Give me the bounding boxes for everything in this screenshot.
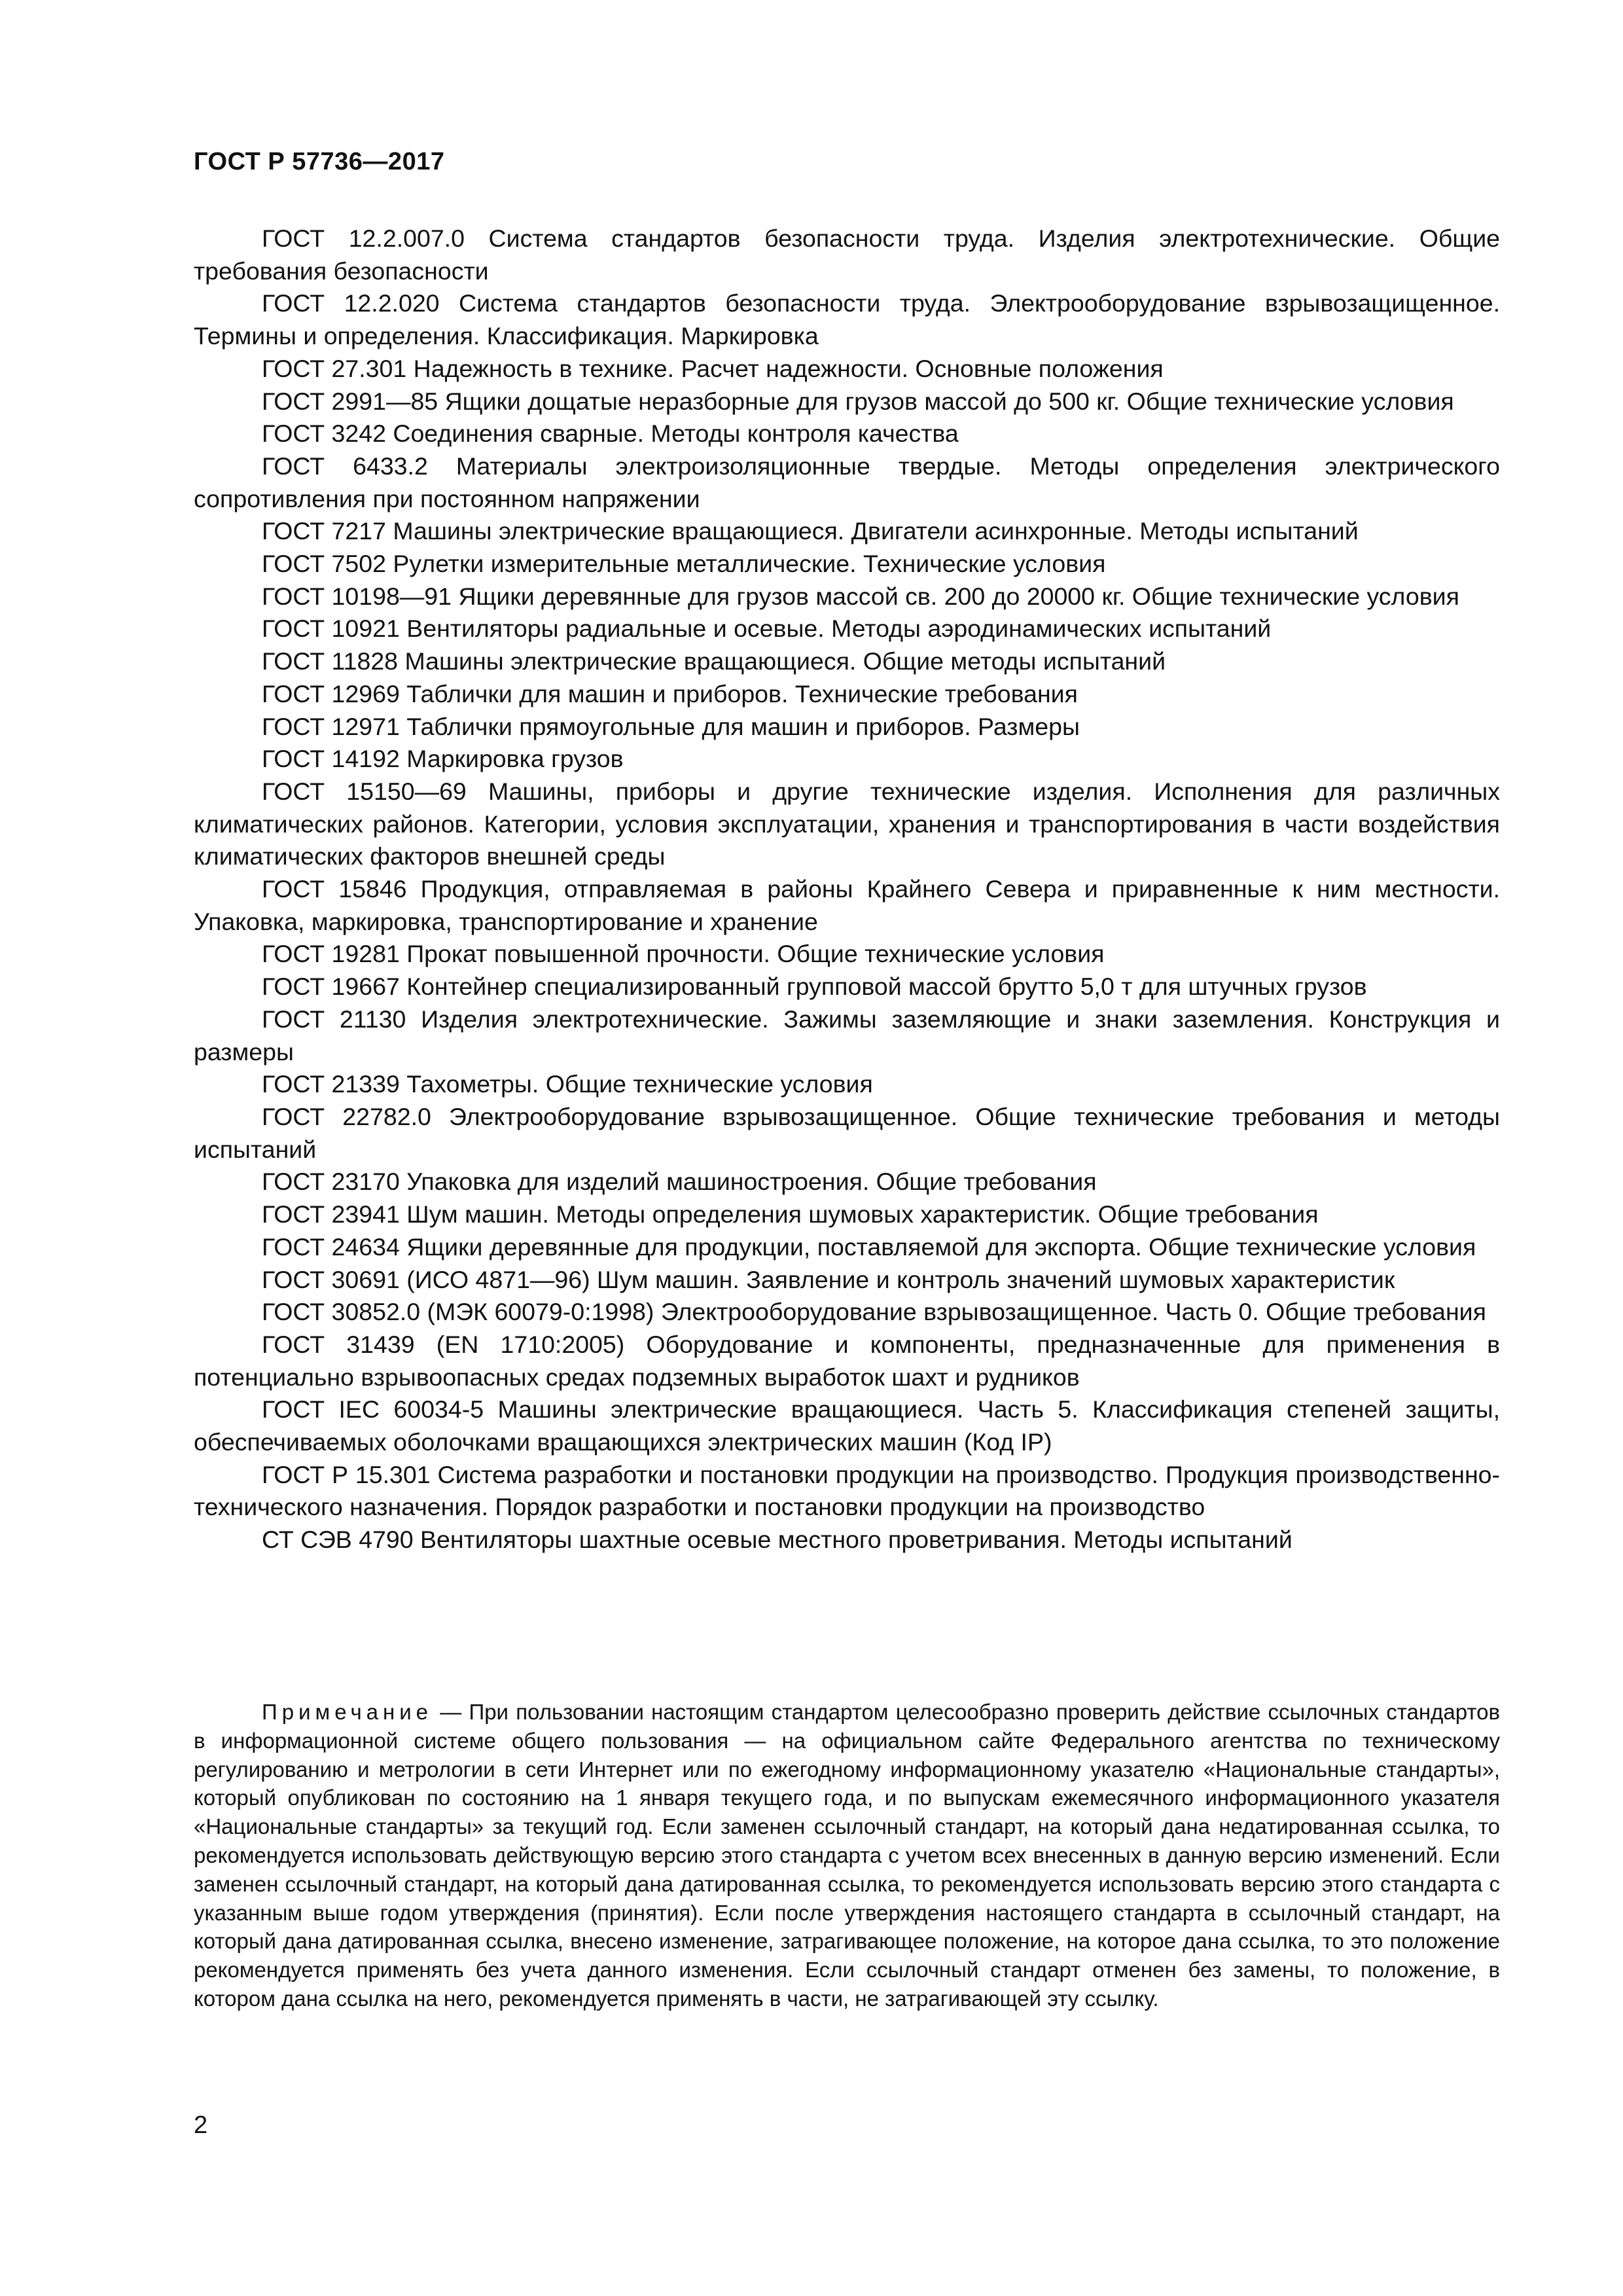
reference-item: ГОСТ 10921 Вентиляторы радиальные и осевые. Методы аэродинамических испытаний [262, 615, 1272, 643]
reference-item: ГОСТ 15846 Продукция, отправляемая в районы Крайнего Севера и приравненные к ним местности. Упаковка, маркировка, транспортирование и хранение [194, 875, 1500, 935]
reference-item: СТ СЭВ 4790 Вентиляторы шахтные осевые местного проветривания. Методы испытаний [262, 1526, 1293, 1554]
reference-item: ГОСТ Р 15.301 Система разработки и постановки продукции на производство. Продукция производственно-технического назначения. Порядок разработки и постановки продукции на производство [194, 1460, 1500, 1521]
note-label: Примечание [262, 1700, 433, 1724]
page-number: 2 [194, 2111, 208, 2139]
reference-item: ГОСТ 12969 Таблички для машин и приборов. Технические требования [262, 679, 1078, 708]
note-block [194, 1698, 1500, 2013]
note-paragraph [194, 1698, 1500, 2013]
reference-item: ГОСТ 12.2.020 Система стандартов безопасности труда. Электрооборудование взрывозащищенное. Термины и определения. Классификация. Маркировка [194, 289, 1500, 350]
reference-item: ГОСТ 31439 (EN 1710:2005) Оборудование и компоненты, предназначенные для применения в потенциально взрывоопасных средах подземных выработок шахт и рудников [194, 1330, 1500, 1391]
reference-item: ГОСТ 23941 Шум машин. Методы определения шумовых характеристик. Общие требования [262, 1200, 1319, 1229]
reference-item: ГОСТ 22782.0 Электрооборудование взрывозащищенное. Общие технические требования и методы испытаний [194, 1102, 1500, 1163]
reference-item: ГОСТ 19281 Прокат повышенной прочности. Общие технические условия [262, 940, 1105, 968]
note-text: — При пользовании настоящим стандартом целесообразно проверить действие ссылочных стандартов в информационной системе общего пользования — на официальном сайте Федерального агентства по техническому регулированию и метрологии в сети Интернет или по ежегодному информационному указателю «Национальные стандарты», который опубликован по состоянию на 1 января текущего года, и по выпускам ежемесячного информационного указателя «Национальные стандарты» за текущий год. Если заменен ссылочный стандарт, на который дана недатированная ссылка, то рекомендуется использовать действующую версию этого стандарта с учетом всех внесенных в данную версию изменений. Если заменен ссылочный стандарт, на который дана датированная ссылка, то рекомендуется использовать версию этого стандарта с указанным выше годом утверждения (принятия). Если после утверждения настоящего стандарта в ссылочный стандарт, на который дана датированная ссылка, внесено изменение, затрагивающее положение, на которое дана ссылка, то это положение рекомендуется применять без учета данного изменения. Если ссылочный стандарт отменен без замены, то положение, в котором дана ссылка на него, рекомендуется применять в части, не затрагивающей эту ссылку. [194, 1700, 1500, 2011]
reference-item: ГОСТ IEC 60034-5 Машины электрические вращающиеся. Часть 5. Классификация степеней защиты, обеспечиваемых оболочками вращающихся электрических машин (Код IP) [194, 1395, 1500, 1456]
reference-item: ГОСТ 12.2.007.0 Система стандартов безопасности труда. Изделия электротехнические. Общие требования безопасности [194, 224, 1500, 285]
reference-item: ГОСТ 10198—91 Ящики деревянные для грузов массой св. 200 до 20000 кг. Общие технические условия [262, 582, 1459, 610]
reference-item: ГОСТ 7502 Рулетки измерительные металлические. Технические условия [262, 550, 1106, 578]
reference-item: ГОСТ 14192 Маркировка грузов [262, 745, 624, 773]
normative-references-list [194, 223, 1500, 1556]
reference-item: ГОСТ 30691 (ИСО 4871—96) Шум машин. Заявление и контроль значений шумовых характеристик [262, 1265, 1395, 1293]
reference-item: ГОСТ 21130 Изделия электротехнические. Зажимы заземляющие и знаки заземления. Конструкция и размеры [194, 1005, 1500, 1066]
reference-item: ГОСТ 12971 Таблички прямоугольные для машин и приборов. Размеры [262, 712, 1080, 740]
reference-item: ГОСТ 11828 Машины электрические вращающиеся. Общие методы испытаний [262, 647, 1166, 675]
reference-item: ГОСТ 3242 Соединения сварные. Методы контроля качества [262, 420, 959, 448]
reference-item: ГОСТ 15150—69 Машины, приборы и другие технические изделия. Исполнения для различных климатических районов. Категории, условия эксплуатации, хранения и транспортирования в части воздействия климатических факторов внешней среды [194, 777, 1500, 870]
reference-item: ГОСТ 23170 Упаковка для изделий машиностроения. Общие требования [262, 1168, 1097, 1196]
reference-item: ГОСТ 2991—85 Ящики дощатые неразборные для грузов массой до 500 кг. Общие технические условия [262, 387, 1454, 415]
reference-item: ГОСТ 21339 Тахометры. Общие технические условия [262, 1070, 873, 1098]
reference-item: ГОСТ 24634 Ящики деревянные для продукции, поставляемой для экспорта. Общие технические условия [262, 1232, 1476, 1261]
reference-item: ГОСТ 30852.0 (МЭК 60079-0:1998) Электрооборудование взрывозащищенное. Часть 0. Общие требования [262, 1298, 1486, 1326]
reference-item: ГОСТ 27.301 Надежность в технике. Расчет надежности. Основные положения [262, 354, 1164, 382]
reference-item: ГОСТ 6433.2 Материалы электроизоляционные твердые. Методы определения электрического сопротивления при постоянном напряжении [194, 452, 1500, 512]
page-header-standard-number: ГОСТ Р 57736—2017 [194, 148, 445, 175]
reference-item: ГОСТ 19667 Контейнер специализированный групповой массой брутто 5,0 т для штучных грузов [262, 973, 1367, 1001]
reference-item: ГОСТ 7217 Машины электрические вращающиеся. Двигатели асинхронные. Методы испытаний [262, 517, 1359, 545]
